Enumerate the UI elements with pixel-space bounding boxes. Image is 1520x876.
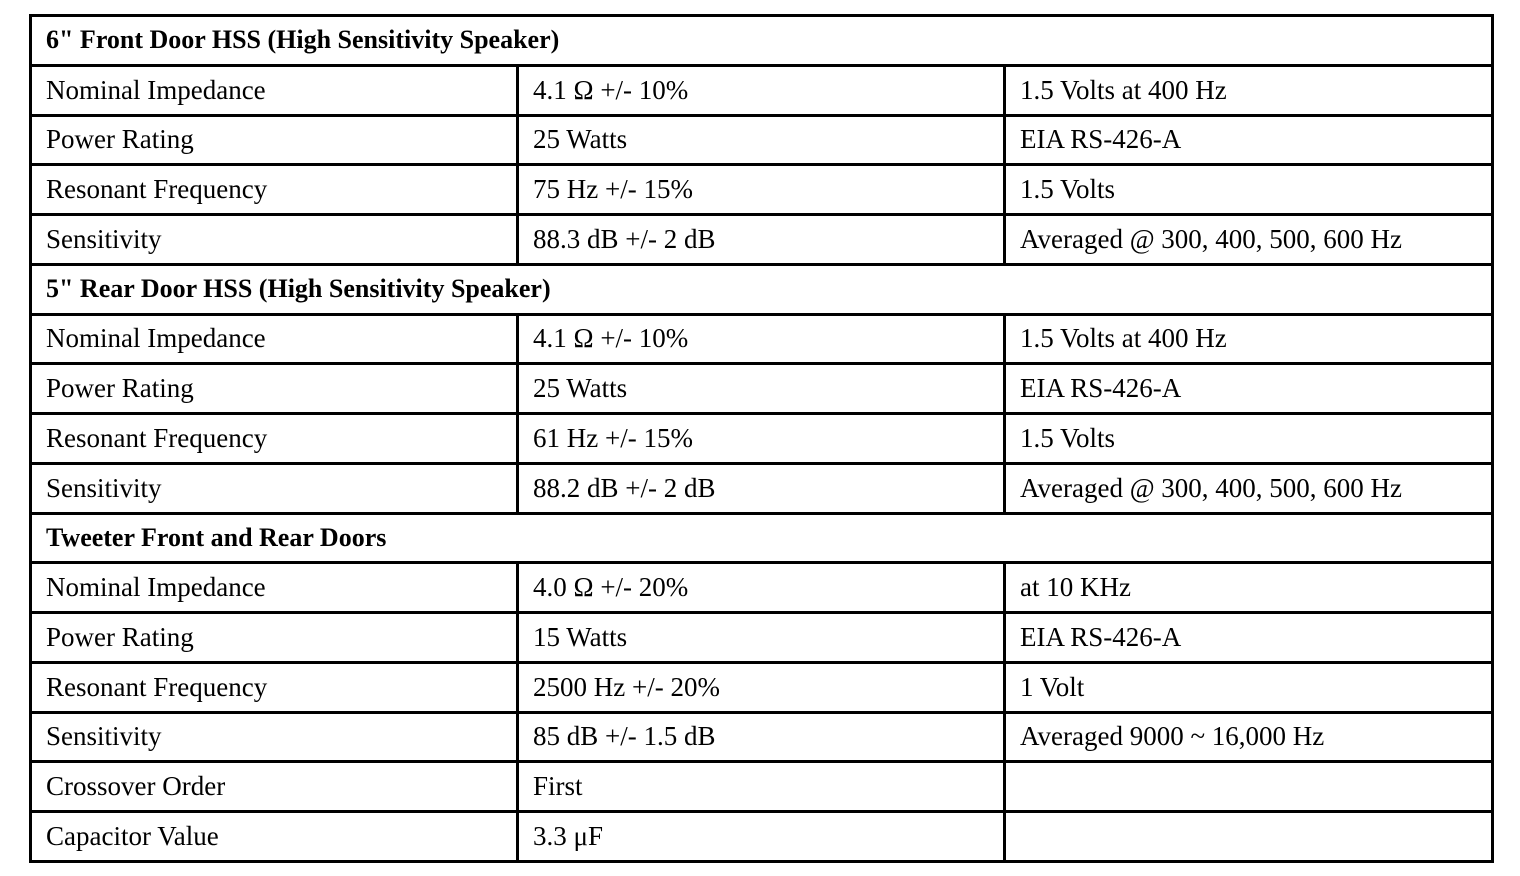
parameter-cell: Crossover Order <box>31 762 518 812</box>
table-row <box>31 364 1493 414</box>
value-cell: 25 Watts <box>518 115 1005 165</box>
table-row <box>31 662 1493 712</box>
section-title: 6" Front Door HSS (High Sensitivity Speaker) <box>31 16 1493 66</box>
parameter-cell: Nominal Impedance <box>31 314 518 364</box>
section-header-row <box>31 264 1493 314</box>
section-title: Tweeter Front and Rear Doors <box>31 513 1493 563</box>
parameter-cell: Capacitor Value <box>31 812 518 862</box>
condition-cell: EIA RS-426-A <box>1005 613 1493 663</box>
speaker-spec-table <box>29 14 1494 863</box>
condition-cell: 1.5 Volts at 400 Hz <box>1005 314 1493 364</box>
parameter-cell: Nominal Impedance <box>31 563 518 613</box>
value-cell: 15 Watts <box>518 613 1005 663</box>
parameter-cell: Sensitivity <box>31 215 518 265</box>
condition-cell: at 10 KHz <box>1005 563 1493 613</box>
section-title: 5" Rear Door HSS (High Sensitivity Speaker) <box>31 264 1493 314</box>
condition-cell: 1.5 Volts <box>1005 165 1493 215</box>
value-cell: 2500 Hz +/- 20% <box>518 662 1005 712</box>
value-cell: 88.3 dB +/- 2 dB <box>518 215 1005 265</box>
table-row <box>31 65 1493 115</box>
parameter-cell: Resonant Frequency <box>31 662 518 712</box>
parameter-cell: Sensitivity <box>31 463 518 513</box>
table-row <box>31 414 1493 464</box>
condition-cell: Averaged @ 300, 400, 500, 600 Hz <box>1005 215 1493 265</box>
value-cell: 85 dB +/- 1.5 dB <box>518 712 1005 762</box>
table-row <box>31 314 1493 364</box>
condition-cell: 1.5 Volts <box>1005 414 1493 464</box>
value-cell: 3.3 μF <box>518 812 1005 862</box>
table-row <box>31 115 1493 165</box>
parameter-cell: Power Rating <box>31 115 518 165</box>
table-row <box>31 165 1493 215</box>
table-row <box>31 812 1493 862</box>
section-header-row <box>31 513 1493 563</box>
condition-cell: EIA RS-426-A <box>1005 115 1493 165</box>
table-row <box>31 563 1493 613</box>
condition-cell: EIA RS-426-A <box>1005 364 1493 414</box>
table-row <box>31 613 1493 663</box>
value-cell: 4.1 Ω +/- 10% <box>518 314 1005 364</box>
parameter-cell: Resonant Frequency <box>31 165 518 215</box>
table-row <box>31 215 1493 265</box>
condition-cell: 1 Volt <box>1005 662 1493 712</box>
table-row <box>31 463 1493 513</box>
parameter-cell: Nominal Impedance <box>31 65 518 115</box>
condition-cell <box>1005 812 1493 862</box>
table-row <box>31 762 1493 812</box>
parameter-cell: Power Rating <box>31 613 518 663</box>
condition-cell: 1.5 Volts at 400 Hz <box>1005 65 1493 115</box>
value-cell: First <box>518 762 1005 812</box>
parameter-cell: Power Rating <box>31 364 518 414</box>
section-header-row <box>31 16 1493 66</box>
value-cell: 25 Watts <box>518 364 1005 414</box>
condition-cell: Averaged 9000 ~ 16,000 Hz <box>1005 712 1493 762</box>
parameter-cell: Resonant Frequency <box>31 414 518 464</box>
condition-cell: Averaged @ 300, 400, 500, 600 Hz <box>1005 463 1493 513</box>
value-cell: 61 Hz +/- 15% <box>518 414 1005 464</box>
value-cell: 4.1 Ω +/- 10% <box>518 65 1005 115</box>
condition-cell <box>1005 762 1493 812</box>
table-row <box>31 712 1493 762</box>
parameter-cell: Sensitivity <box>31 712 518 762</box>
value-cell: 88.2 dB +/- 2 dB <box>518 463 1005 513</box>
value-cell: 4.0 Ω +/- 20% <box>518 563 1005 613</box>
value-cell: 75 Hz +/- 15% <box>518 165 1005 215</box>
